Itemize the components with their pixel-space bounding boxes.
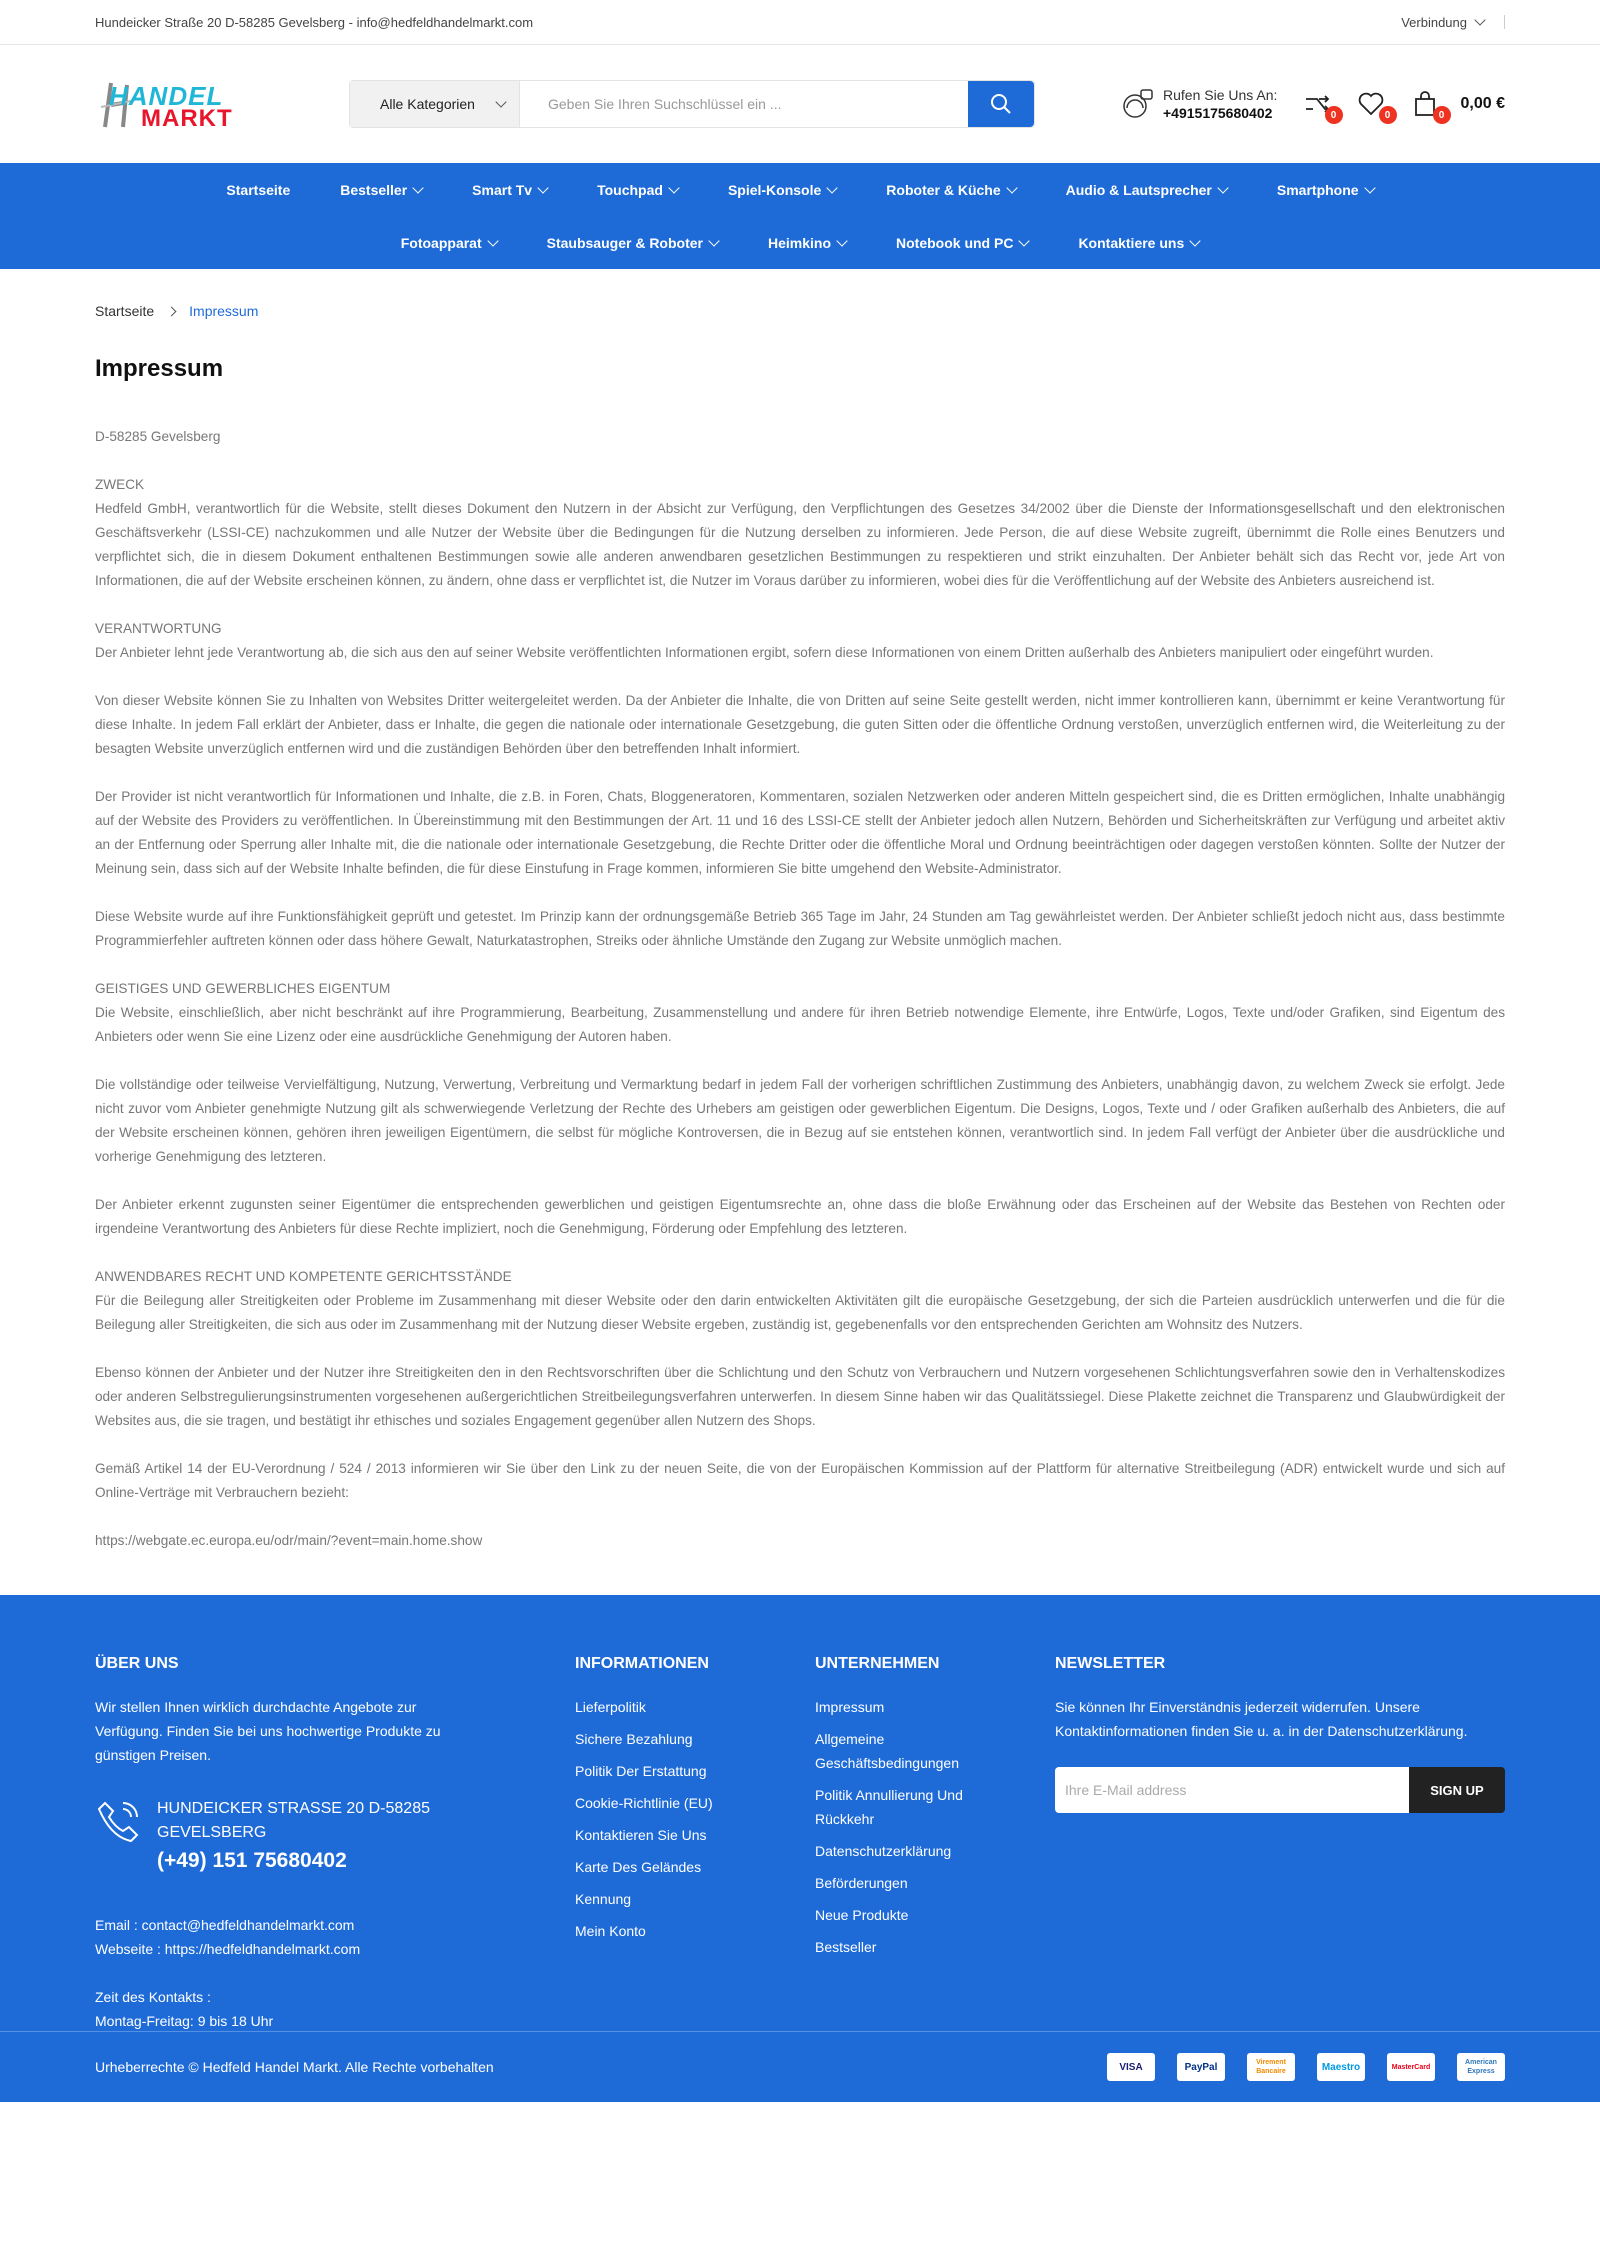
nav-item-label: Roboter & Küche bbox=[886, 181, 1001, 198]
search-category-select[interactable] bbox=[350, 81, 520, 127]
search-bar bbox=[349, 80, 1035, 128]
paragraph-text: Die Website, einschließlich, aber nicht beschränkt auf ihre Programmierung, Bearbeitung, Zusammenstellung und andere für ihren Betrieb notwendige Elemente, ihre Entwürfe, Logos, Texte und/oder Grafiken, sind Eigentum des Anbieters oder wenn Sie eine Lizenz oder eine ausdrückliche Genehmigung der Autoren haben. bbox=[95, 1005, 1505, 1044]
footer-about-title: ÜBER UNS bbox=[95, 1655, 179, 1672]
search-button[interactable] bbox=[968, 81, 1034, 127]
payment-methods bbox=[1107, 2053, 1505, 2081]
chevron-down-icon bbox=[668, 182, 679, 193]
call-label: Rufen Sie Uns An: bbox=[1163, 87, 1278, 103]
chevron-down-icon bbox=[1190, 235, 1201, 246]
cart-button[interactable] bbox=[1411, 90, 1445, 121]
phone-icon bbox=[95, 1797, 143, 1845]
search-category-label: Alle Kategorien bbox=[380, 96, 475, 112]
content-paragraph bbox=[95, 1193, 1505, 1241]
footer-newsletter-text: Sie können Ihr Einverständnis jederzeit widerrufen. Unsere Kontaktinformationen finden Sie u. a. in der Datenschutzerklärung. bbox=[1055, 1699, 1468, 1739]
footer-newsletter bbox=[1055, 1655, 1505, 2031]
footer-company-links bbox=[815, 1695, 995, 1959]
payment-icon: American Express bbox=[1457, 2053, 1505, 2081]
nav-item-label: Smartphone bbox=[1276, 181, 1359, 198]
divider bbox=[1504, 15, 1505, 29]
copyright-bar bbox=[0, 2031, 1600, 2102]
paragraph-text: Ebenso können der Anbieter und der Nutzer ihre Streitigkeiten den in den Rechtsvorschriften über die Schlichtung und den Schutz von Verbrauchern und Nutzern vorgesehenen Schlichtungsverfahren sowie den in Verhaltenskodizes oder anderen Selbstregulierungsinstrumenten vorgesehenen außergerichtlichen Streitbeilegungsverfahren unterwerfen. In diesem Sinne haben wir das Qualitätssiegel. Diese Plakette zeichnet die Transparenz und Glaubwürdigkeit der Websites aus, die sie tragen, und bestätigt ihr ethisches und soziales Engagement gegenüber allen Nutzern des Shops. bbox=[95, 1365, 1505, 1428]
newsletter-form bbox=[1055, 1767, 1505, 1813]
header-actions bbox=[1303, 90, 1505, 121]
paragraph-text: Von dieser Website können Sie zu Inhalten von Websites Dritter weitergeleitet werden. Da der Anbieter die Inhalte, die von Dritten auf seine Seite gestellt werden, nicht immer kontrollieren kann, übernimmt er keine Verantwortung für diese Inhalte. In jedem Fall erklärt der Anbieter, dass er Inhalte, die gegen die nationale oder internationale Gesetzgebung, die guten Sitten oder die öffentliche Ordnung verstoßen, unverzüglich entfernen wird, die Weiterleitung zu der besagten Website unverzüglich entfernen wird und die zuständigen Behörden über den betreffenden Inhalt informiert. bbox=[95, 693, 1505, 756]
content-paragraph bbox=[95, 1361, 1505, 1433]
newsletter-email-input[interactable] bbox=[1055, 1767, 1409, 1813]
nav-item[interactable] bbox=[315, 182, 447, 198]
nav-item[interactable] bbox=[376, 235, 522, 251]
content-paragraph bbox=[95, 689, 1505, 761]
content-paragraph bbox=[95, 905, 1505, 953]
chevron-right-icon bbox=[167, 306, 177, 316]
chevron-down-icon bbox=[1006, 182, 1017, 193]
chevron-down-icon bbox=[1364, 182, 1375, 193]
nav-row-secondary bbox=[0, 216, 1600, 269]
store-address: Hundeicker Straße 20 D-58285 Gevelsberg - info@hedfeldhandelmarkt.com bbox=[95, 14, 534, 30]
footer-address: HUNDEICKER STRASSE 20 D-58285 GEVELSBERG bbox=[157, 1800, 430, 1841]
breadcrumb bbox=[95, 303, 1505, 319]
section-heading: GEISTIGES UND GEWERBLICHES EIGENTUM bbox=[95, 981, 391, 996]
payment-icon: PayPal bbox=[1177, 2053, 1225, 2081]
nav-item[interactable] bbox=[201, 182, 315, 198]
breadcrumb-current: Impressum bbox=[189, 303, 259, 319]
chevron-down-icon bbox=[708, 235, 719, 246]
nav-item-label: Audio & Lautsprecher bbox=[1065, 181, 1212, 198]
chevron-down-icon bbox=[495, 96, 506, 107]
chevron-down-icon bbox=[1217, 182, 1228, 193]
chevron-down-icon bbox=[827, 182, 838, 193]
nav-item-label: Fotoapparat bbox=[400, 234, 482, 251]
paragraph-text: Für die Beilegung aller Streitigkeiten oder Probleme im Zusammenhang mit dieser Website oder den darin entwickelten Aktivitäten gilt die europäische Gesetzgebung, der sich die Parteien ausdrücklich unterwerfen und die für die Beilegung aller Streitigkeiten, die sich aus oder im Zusammenhang mit der Nutzung dieser Website ergeben, zuständig ist, gegebenenfalls vor den entsprechenden Gerichten am Wohnsitz des Nutzers. bbox=[95, 1293, 1505, 1332]
wishlist-count-badge: 0 bbox=[1379, 106, 1397, 124]
footer-website[interactable]: Webseite : https://hedfeldhandelmarkt.com bbox=[95, 1941, 361, 1957]
chevron-down-icon bbox=[836, 235, 847, 246]
nav-item[interactable] bbox=[1252, 182, 1399, 198]
nav-item[interactable] bbox=[1041, 182, 1252, 198]
footer-hours-label: Zeit des Kontakts : bbox=[95, 1989, 211, 2005]
paragraph-text: Der Anbieter erkennt zugunsten seiner Eigentümer die entsprechenden gewerblichen und geistigen Eigentumsrechte an, ohne dass die bloße Erwähnung oder das Erscheinen auf der Website das Bestehen von Rechten oder irgendeine Verantwortung des Anbieters für diese Rechte impliziert, noch die Genehmigung, Förderung oder Empfehlung des letzteren. bbox=[95, 1197, 1505, 1236]
nav-item[interactable] bbox=[572, 182, 703, 198]
payment-icon: VISA bbox=[1107, 2053, 1155, 2081]
page-title: Impressum bbox=[95, 355, 224, 382]
footer-link[interactable]: Kontaktieren Sie Uns bbox=[575, 1827, 707, 1843]
nav-item[interactable] bbox=[703, 182, 861, 198]
footer-link[interactable]: Mein Konto bbox=[575, 1923, 646, 1939]
compare-count-badge: 0 bbox=[1325, 106, 1343, 124]
footer-email[interactable]: Email : contact@hedfeldhandelmarkt.com bbox=[95, 1917, 355, 1933]
footer-newsletter-title: NEWSLETTER bbox=[1055, 1655, 1166, 1672]
content-paragraph bbox=[95, 425, 1505, 449]
cart-count-badge: 0 bbox=[1433, 106, 1451, 124]
logo[interactable] bbox=[95, 69, 335, 139]
footer-link[interactable]: Karte Des Geländes bbox=[575, 1859, 702, 1875]
chevron-down-icon bbox=[1019, 235, 1030, 246]
cart-total[interactable]: 0,00 € bbox=[1460, 95, 1505, 112]
footer-phone[interactable]: (+49) 151 75680402 bbox=[157, 1849, 347, 1872]
footer-contact-lines bbox=[95, 1913, 575, 2033]
section-heading: VERANTWORTUNG bbox=[95, 621, 222, 636]
nav-item[interactable] bbox=[1053, 235, 1224, 251]
footer-link[interactable]: Sichere Bezahlung bbox=[575, 1731, 693, 1747]
nav-item[interactable] bbox=[447, 182, 572, 198]
nav-item[interactable] bbox=[861, 182, 1040, 198]
newsletter-signup-button[interactable]: SIGN UP bbox=[1409, 1767, 1505, 1813]
footer-about-text: Wir stellen Ihnen wirklich durchdachte Angebote zur Verfügung. Finden Sie bei uns hochwertige Produkte zu günstigen Preisen. bbox=[95, 1699, 441, 1763]
page-content bbox=[95, 425, 1505, 1553]
paragraph-text: D-58285 Gevelsberg bbox=[95, 429, 221, 444]
nav-item-label: Staubsauger & Roboter bbox=[546, 234, 703, 251]
nav-item-label: Kontaktiere uns bbox=[1078, 234, 1185, 251]
support-headset-icon bbox=[1119, 86, 1155, 122]
paragraph-text: Gemäß Artikel 14 der EU-Verordnung / 524 / 2013 informieren wir Sie über den Link zu der neuen Seite, die von der Europäischen Kommission auf der Plattform für alternative Streitbeilegung (ADR) entwickelt wurde und sich auf Online-Verträge mit Verbrauchern bezieht: bbox=[95, 1461, 1505, 1500]
footer-company-title: UNTERNEHMEN bbox=[815, 1655, 940, 1672]
footer-link[interactable]: Politik Annullierung Und Rückkehr bbox=[815, 1787, 963, 1827]
logo-text-top: HANDEL bbox=[109, 81, 224, 111]
footer-link[interactable]: Kennung bbox=[575, 1891, 632, 1907]
footer-link[interactable]: Neue Produkte bbox=[815, 1907, 909, 1923]
paragraph-text: Hedfeld GmbH, verantwortlich für die Website, stellt dieses Dokument den Nutzern in der Absicht zur Verfügung, den Verpflichtungen des Gesetzes 34/2002 über die Dienste der Informationsgesellschaft und den elektronischen Geschäftsverkehr (LSSI-CE) nachzukommen und alle Nutzer der Website über die Bedingungen für die Nutzung derselben zu informieren. Jede Person, die auf diese Website zugreift, übernimmt die Rolle eines Benutzers und verpflichtet sich, die in diesem Dokument enthaltenen Bestimmungen sowie alle anderen anwendbaren gesetzlichen Bestimmungen zu respektieren und strikt einzuhalten. Der Anbieter behält sich das Recht vor, jede Art von Informationen, die auf der Website erscheinen können, zu ändern, ohne dass er verpflichtet ist, die Nutzer im Voraus darüber zu informieren, wobei dies für die Veröffentlichung auf der Website des Anbieters ausreichend ist. bbox=[95, 501, 1505, 588]
footer-link[interactable]: Impressum bbox=[815, 1699, 885, 1715]
content-paragraph bbox=[95, 785, 1505, 881]
content-paragraph bbox=[95, 1073, 1505, 1169]
paragraph-text: Diese Website wurde auf ihre Funktionsfähigkeit geprüft und getestet. Im Prinzip kann der ordnungsgemäße Betrieb 365 Tage im Jahr, 24 Stunden am Tag gewährleistet werden. Der Anbieter schließt jedoch nicht aus, dass bestimmte Programmierfehler auftreten können oder dass höhere Gewalt, Naturkatastrophen, Streiks oder ähnliche Umstände den Zugang zur Website unmöglich machen. bbox=[95, 909, 1505, 948]
paragraph-text: Die vollständige oder teilweise Vervielfältigung, Nutzung, Verwertung, Verbreitung und Vermarktung bedarf in jedem Fall der vorherigen schriftlichen Zustimmung des Anbieters, unabhängig davon, zu welchem Zweck sie erfolgt. Jede nicht zuvor vom Anbieter genehmigte Nutzung gilt als schwerwiegende Verletzung der Rechte des Urhebers am geistigen oder gewerblichen Eigentum. Die Designs, Logos, Texte und / oder Grafiken außerhalb des Anbieters, die auf der Website erscheinen können, gehören ihren jeweiligen Eigentümern, die selbst für mögliche Kontroversen, die in Bezug auf sie entstehen können, verantwortlich sind. In jedem Fall verfügt der Anbieter über die ausdrückliche und vorherige Genehmigung des letzteren. bbox=[95, 1077, 1505, 1164]
footer-info bbox=[575, 1655, 815, 2031]
footer-info-links bbox=[575, 1695, 815, 1943]
nav-item-label: Heimkino bbox=[767, 234, 831, 251]
footer-link[interactable]: Beförderungen bbox=[815, 1875, 908, 1891]
paragraph-text: Der Anbieter lehnt jede Verantwortung ab, die sich aus den auf seiner Website veröffentlichten Informationen ergibt, sofern diese Informationen von einem Dritten außerhalb des Anbieters manipuliert oder eingeführt wurden. bbox=[95, 645, 1434, 660]
payment-icon: Maestro bbox=[1317, 2053, 1365, 2081]
section-heading: ANWENDBARES RECHT UND KOMPETENTE GERICHTSSTÄNDE bbox=[95, 1269, 512, 1284]
section-heading: ZWECK bbox=[95, 477, 145, 492]
compare-button[interactable] bbox=[1303, 90, 1337, 121]
chevron-down-icon bbox=[487, 235, 498, 246]
chevron-down-icon bbox=[537, 182, 548, 193]
footer-link[interactable]: Lieferpolitik bbox=[575, 1699, 646, 1715]
content-paragraph bbox=[95, 1529, 1505, 1553]
content-paragraph bbox=[95, 1265, 1505, 1337]
nav-item[interactable] bbox=[522, 235, 743, 251]
main-navigation bbox=[0, 163, 1600, 269]
footer-address-block bbox=[95, 1797, 575, 1873]
content-paragraph bbox=[95, 1457, 1505, 1505]
breadcrumb-home[interactable]: Startseite bbox=[95, 303, 155, 319]
call-number: +4915175680402 bbox=[1163, 105, 1273, 121]
paragraph-text: Der Provider ist nicht verantwortlich für Informationen und Inhalte, die z.B. in Foren, Chats, Bloggeneratoren, Kommentaren, sozialen Netzwerken oder anderen Mitteln gespeichert sind, die es Dritten ermöglichen, Inhalte unabhängig auf der Website des Providers zu veröffentlichen. In Übereinstimmung mit den Bestimmungen der Art. 11 und 16 des LSSI-CE stellt der Anbieter jedoch allen Nutzern, Behörden und Sicherheitskräften zur Verfügung und arbeitet aktiv an der Entfernung oder Sperrung aller Inhalte mit, die die nationale oder internationale Gesetzgebung, die Rechte Dritter oder die öffentliche Moral und Ordnung beeinträchtigen oder dagegen verstoßen könnten. Sollte der Nutzer der Meinung sein, dass sich auf der Website Inhalte befinden, die für diese Einstufung in Frage kommen, informieren Sie bitte umgehend den Website-Administrator. bbox=[95, 789, 1505, 876]
nav-item-label: Touchpad bbox=[597, 181, 663, 198]
content-paragraph bbox=[95, 977, 1505, 1049]
footer-company bbox=[815, 1655, 1055, 2031]
nav-item[interactable] bbox=[871, 235, 1053, 251]
copyright-text: Urheberrechte © Hedfeld Handel Markt. Alle Rechte vorbehalten bbox=[95, 2059, 494, 2075]
chevron-down-icon bbox=[413, 182, 424, 193]
nav-item-label: Smart Tv bbox=[472, 181, 533, 198]
content-paragraph bbox=[95, 473, 1505, 593]
logo-text-bottom: MARKT bbox=[141, 105, 233, 132]
footer-link[interactable]: Allgemeine Geschäftsbedingungen bbox=[815, 1731, 959, 1771]
nav-item-label: Notebook und PC bbox=[896, 234, 1014, 251]
chevron-down-icon bbox=[1474, 14, 1485, 25]
nav-row-primary bbox=[0, 163, 1600, 216]
header bbox=[0, 45, 1600, 163]
connection-dropdown[interactable] bbox=[1401, 15, 1505, 30]
footer-hours: Montag-Freitag: 9 bis 18 Uhr bbox=[95, 2013, 274, 2029]
search-icon bbox=[989, 92, 1013, 116]
nav-item[interactable] bbox=[743, 235, 871, 251]
connection-label: Verbindung bbox=[1401, 14, 1467, 30]
top-bar bbox=[0, 0, 1600, 45]
footer-info-title: INFORMATIONEN bbox=[575, 1655, 709, 1672]
footer bbox=[0, 1595, 1600, 2102]
footer-link[interactable]: Datenschutzerklärung bbox=[815, 1843, 952, 1859]
call-us[interactable] bbox=[1119, 86, 1277, 122]
content-paragraph bbox=[95, 617, 1505, 665]
footer-link[interactable]: Cookie-Richtlinie (EU) bbox=[575, 1795, 713, 1811]
footer-link[interactable]: Politik Der Erstattung bbox=[575, 1763, 707, 1779]
nav-item-label: Spiel-Konsole bbox=[727, 181, 822, 198]
payment-icon: Virement Bancaire bbox=[1247, 2053, 1295, 2081]
nav-item-label: Bestseller bbox=[340, 181, 408, 198]
paragraph-text: https://webgate.ec.europa.eu/odr/main/?event=main.home.show bbox=[95, 1533, 483, 1548]
footer-about bbox=[95, 1655, 575, 2031]
wishlist-button[interactable] bbox=[1357, 90, 1391, 121]
payment-icon: MasterCard bbox=[1387, 2053, 1435, 2081]
search-input[interactable] bbox=[520, 81, 968, 127]
footer-link[interactable]: Bestseller bbox=[815, 1939, 877, 1955]
nav-item-label: Startseite bbox=[226, 181, 291, 198]
